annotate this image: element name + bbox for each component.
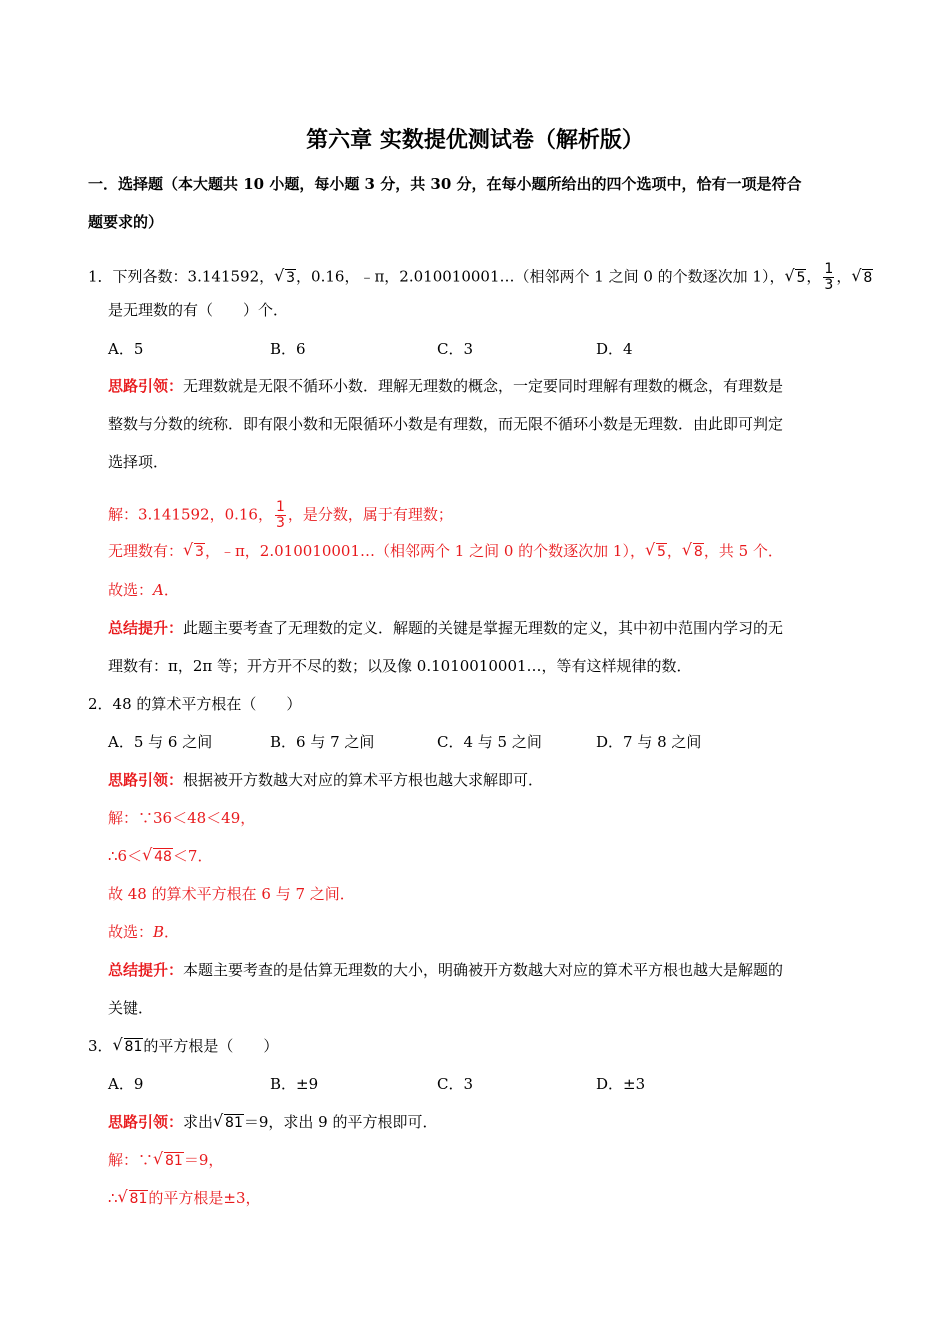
question-1-stem [88,262,873,293]
option-a: A．5 [108,340,144,358]
solution-text: ，是分数，属于有理数； [287,505,453,524]
stem-text: ，0.16，﹣π，2.010010001…（相邻两个 1 之间 0 的个数逐次加 1）， [296,267,785,286]
option-d: D．7 与 8 之间 [596,733,702,751]
numerator: 1 [824,261,834,277]
separator: ， [666,542,682,560]
sqrt-expression [646,541,667,562]
denominator: 3 [275,515,285,531]
radicand: 48 [154,849,172,865]
answer-choice: A [153,581,164,599]
radicand: 8 [693,544,703,560]
solution-text: ∴6＜ [108,847,143,865]
solution-line: 故 48 的算术平方根在 6 与 7 之间． [108,885,355,903]
solution-text: ，﹣π，2.010010001…（相邻两个 1 之间 0 的个数逐次加 1）， [204,542,645,560]
solution-text: 解：∵ [108,1151,154,1169]
solution-line [108,1188,261,1209]
summary [108,960,783,980]
radicand: 81 [225,1115,243,1131]
solution-text: ∴ [108,1189,118,1207]
sqrt-expression [143,846,173,867]
hint-label: 思路引领： [108,1113,184,1131]
hint-text: 无理数就是无限不循环小数．理解无理数的概念，一定要同时理解有理数的概念，有理数是 [183,377,784,395]
fraction [823,262,834,293]
solution-line [108,1150,223,1171]
hint-text: 求出 [183,1113,214,1131]
summary-text: 此题主要考查了无理数的定义．解题的关键是掌握无理数的定义，其中初中范围内学习的无 [183,619,784,637]
answer-label: 故选： [108,581,154,599]
radicand: 3 [195,544,204,560]
question-3-stem [88,1036,278,1057]
radicand: 5 [796,269,806,286]
fraction [275,500,286,531]
hint-cont: 整数与分数的统称．即有限小数和无限循环小数是有理数，而无限不循环小数是无理数．由此即可判定 [108,415,784,433]
question-number: 1． [88,267,113,286]
solution-text: 无理数有： [108,542,184,560]
hint [108,1112,437,1133]
hint [108,770,543,790]
solution-text: ＝9， [183,1151,224,1169]
radicand: 8 [863,269,873,286]
option-c: C．3 [437,1075,474,1093]
numerator: 1 [275,499,285,515]
answer-line [108,580,179,600]
stem-text: 的平方根是（ ） [143,1037,279,1055]
question-2-stem [88,694,301,714]
radicand: 3 [286,269,296,286]
solution-line [108,500,453,531]
answer-end: ． [163,581,179,599]
denominator: 3 [824,277,834,293]
solution-line: 解：∵36＜48＜49， [108,809,256,827]
hint-label: 思路引领： [108,771,184,789]
sqrt-expression [785,267,806,288]
hint-text: 根据被开方数越大对应的算术平方根也越大求解即可． [183,771,544,789]
stem-text: 下列各数：3.141592， [112,267,275,286]
option-c: C．4 与 5 之间 [437,733,542,751]
stem-text: 48 的算术平方根在（ ） [112,695,302,713]
option-d: D．4 [596,340,633,358]
question-number: 2． [88,695,113,713]
radicand: 81 [129,1191,148,1207]
hint-label: 思路引领： [108,377,184,395]
question-1-stem-cont: 是无理数的有（ ）个． [108,301,289,319]
option-c: C．3 [437,340,474,358]
option-a: A．5 与 6 之间 [108,733,213,751]
answer-label: 故选： [108,923,154,941]
sqrt-expression [683,541,704,562]
sqrt-expression [275,267,296,288]
solution-line [108,541,783,562]
hint [108,376,783,396]
option-d: D．±3 [596,1075,646,1093]
solution-text: ，共 5 个． [703,542,783,560]
sqrt-expression [154,1150,184,1171]
page-title: 第六章 实数提优测试卷（解析版） [306,127,644,153]
sqrt-expression [114,1036,144,1057]
radicand: 81 [165,1153,183,1169]
radicand: 81 [124,1039,143,1055]
answer-end: ． [164,923,180,941]
summary [108,618,783,638]
summary-cont: 关键． [108,999,154,1017]
sqrt-expression [119,1188,149,1209]
answer-line [108,922,179,942]
solution-text: 解：3.141592，0.16， [108,505,273,524]
solution-text: 的平方根是±3， [148,1189,261,1207]
option-b: B．±9 [270,1075,319,1093]
sqrt-expression [852,267,873,288]
summary-text: 本题主要考查的是估算无理数的大小，明确被开方数越大对应的算术平方根也越大是解题的 [183,961,784,979]
sqrt-expression [214,1112,244,1133]
summary-label: 总结提升： [108,619,184,637]
option-b: B．6 与 7 之间 [270,733,375,751]
solution-text: ＜7． [172,847,213,865]
section-heading: 一．选择题（本大题共 10 小题，每小题 3 分，共 30 分，在每小题所给出的四个选项中，恰有一项是符合 [88,175,802,193]
answer-choice: B [153,923,165,941]
radicand: 5 [656,544,666,560]
summary-label: 总结提升： [108,961,184,979]
summary-cont: 理数有：π，2π 等；开方开不尽的数；以及像 0.1010010001…，等有这样规律的数． [108,657,692,675]
option-a: A．9 [108,1075,144,1093]
separator: ， [836,267,852,286]
hint-text: ＝9，求出 9 的平方根即可． [243,1113,438,1131]
section-heading-cont: 题要求的） [88,213,164,231]
separator: ， [806,267,822,286]
option-b: B．6 [270,340,306,358]
question-number: 3． [88,1037,113,1055]
sqrt-expression [184,541,205,562]
hint-cont: 选择项． [108,453,169,471]
solution-line [108,846,212,867]
